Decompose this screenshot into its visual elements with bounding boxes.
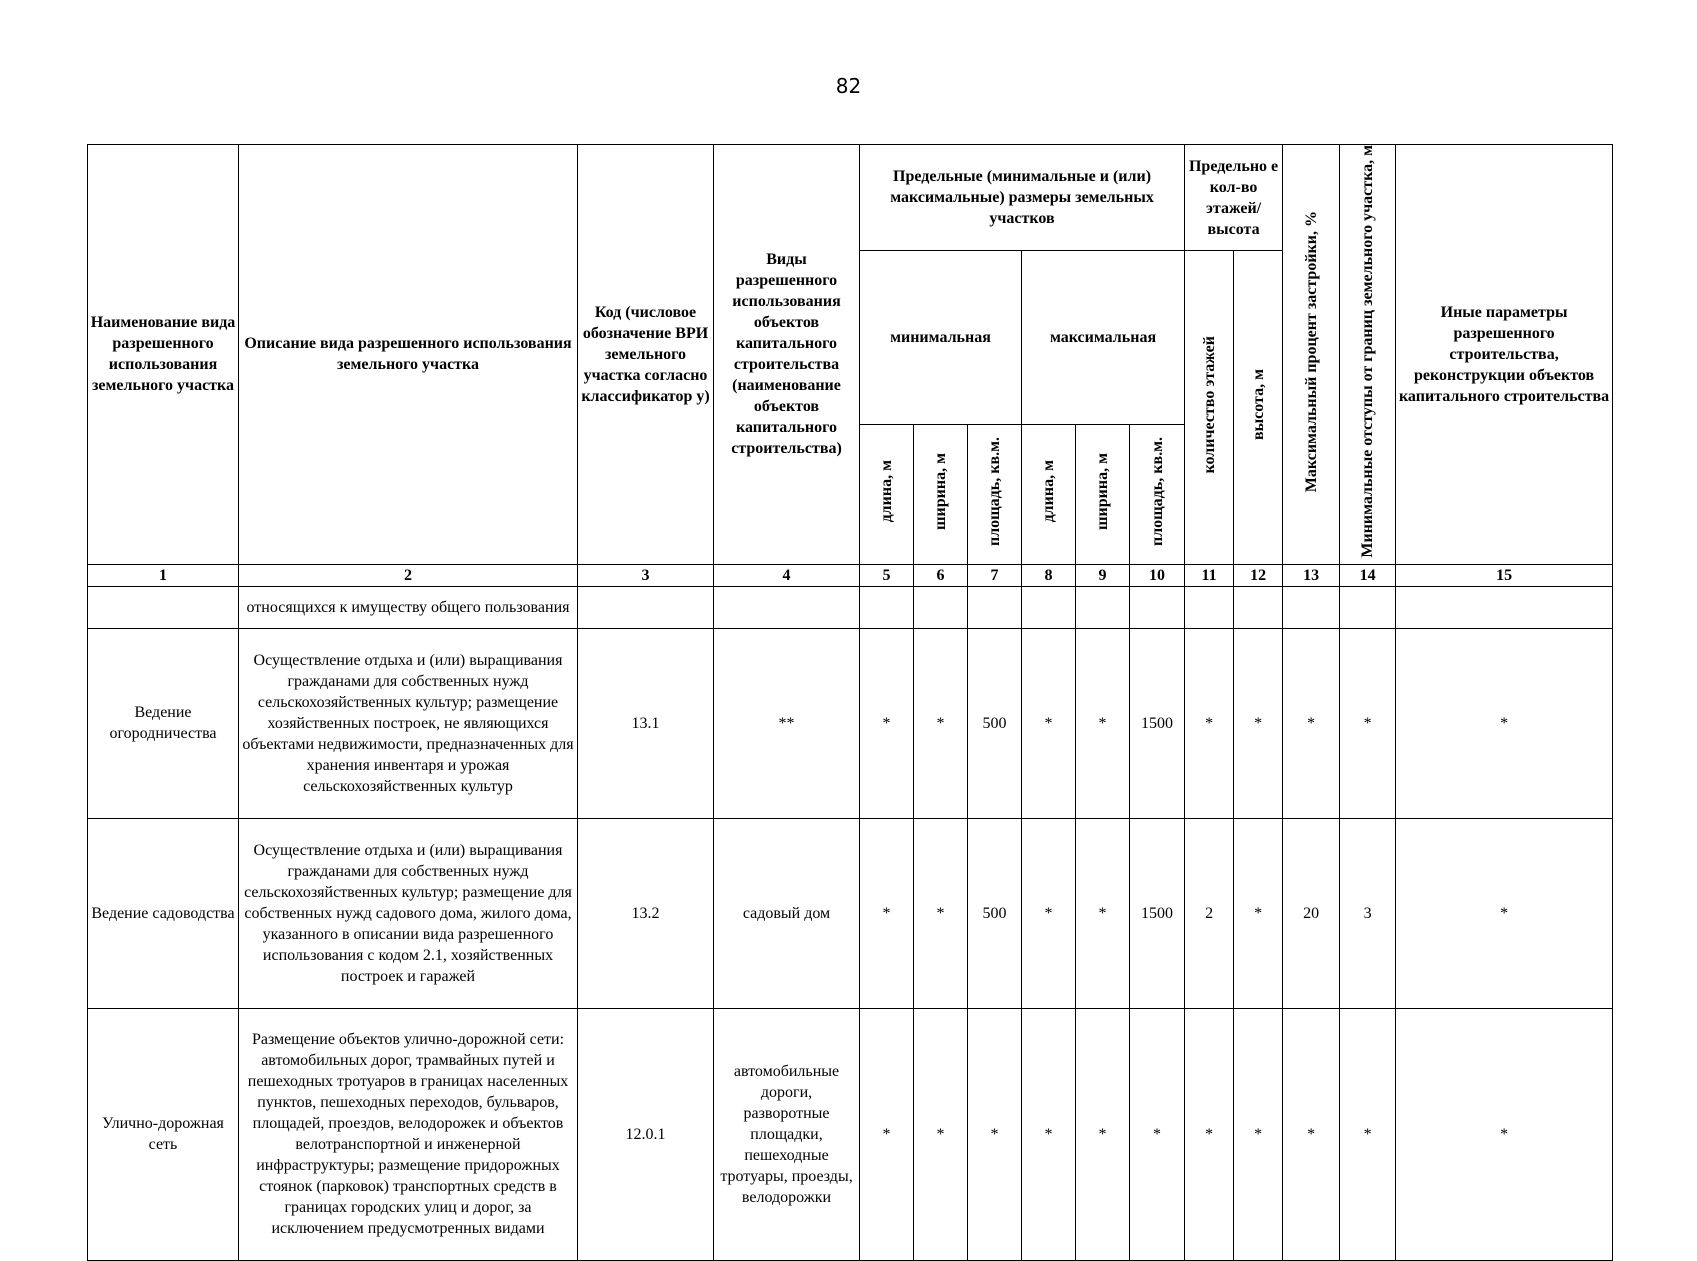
use-name bbox=[88, 586, 239, 628]
column-number: 7 bbox=[968, 564, 1022, 586]
column-number: 14 bbox=[1340, 564, 1396, 586]
header-objects: Виды разрешенного использования объектов капитального строительства (наименование объектов капитального строительства) bbox=[714, 145, 860, 565]
header-description: Описание вида разрешенного использования земельного участка bbox=[239, 145, 578, 565]
floors-count-value: 2 bbox=[1185, 818, 1234, 1008]
max-area-value: * bbox=[1130, 1008, 1185, 1260]
column-number: 2 bbox=[239, 564, 578, 586]
floors-count-value bbox=[1185, 586, 1234, 628]
use-objects: ** bbox=[714, 628, 860, 818]
use-name: Ведение огородничества bbox=[88, 628, 239, 818]
other-params-value: * bbox=[1396, 1008, 1613, 1260]
header-max-area: площадь, кв.м. bbox=[1130, 424, 1185, 564]
height-value: * bbox=[1234, 818, 1283, 1008]
max-area-value: 1500 bbox=[1130, 818, 1185, 1008]
other-params-value: * bbox=[1396, 818, 1613, 1008]
other-params-value bbox=[1396, 586, 1613, 628]
table-row bbox=[88, 1008, 1613, 1260]
header-code: Код (числовое обозначение ВРИ земельного участка согласно классификатор у) bbox=[578, 145, 714, 565]
min-area-value bbox=[968, 586, 1022, 628]
header-height: высота, м bbox=[1234, 251, 1283, 565]
use-name: Улично-дорожная сеть bbox=[88, 1008, 239, 1260]
min-setback-value: * bbox=[1340, 1008, 1396, 1260]
table-row bbox=[88, 586, 1613, 628]
use-description: Осуществление отдыха и (или) выращивания гражданами для собственных нужд сельскохозяйственных культур; размещение для собственных нужд садового дома, жилого дома, указанного в описании вида разрешенного использования с кодом 2.1, хозяйственных построек и гаражей bbox=[239, 818, 578, 1008]
header-min-length: длина, м bbox=[860, 424, 914, 564]
header-max-width: ширина, м bbox=[1076, 424, 1130, 564]
header-maximal: максимальная bbox=[1022, 251, 1185, 425]
header-min-width: ширина, м bbox=[914, 424, 968, 564]
max-percent-value: * bbox=[1283, 1008, 1340, 1260]
min-area-value: 500 bbox=[968, 818, 1022, 1008]
max-width-value: * bbox=[1076, 818, 1130, 1008]
column-number: 15 bbox=[1396, 564, 1613, 586]
column-number: 5 bbox=[860, 564, 914, 586]
column-number: 4 bbox=[714, 564, 860, 586]
other-params-value: * bbox=[1396, 628, 1613, 818]
max-percent-value: 20 bbox=[1283, 818, 1340, 1008]
floors-count-value: * bbox=[1185, 1008, 1234, 1260]
page-number: 82 bbox=[835, 74, 862, 98]
max-percent-value bbox=[1283, 586, 1340, 628]
column-number: 8 bbox=[1022, 564, 1076, 586]
max-length-value bbox=[1022, 586, 1076, 628]
min-length-value: * bbox=[860, 1008, 914, 1260]
table-row bbox=[88, 818, 1613, 1008]
max-length-value: * bbox=[1022, 628, 1076, 818]
column-number-row bbox=[88, 564, 1613, 586]
min-width-value: * bbox=[914, 1008, 968, 1260]
min-setback-value: 3 bbox=[1340, 818, 1396, 1008]
max-width-value bbox=[1076, 586, 1130, 628]
max-width-value: * bbox=[1076, 628, 1130, 818]
min-width-value: * bbox=[914, 628, 968, 818]
max-area-value: 1500 bbox=[1130, 628, 1185, 818]
max-length-value: * bbox=[1022, 1008, 1076, 1260]
header-max-percent: Максимальный процент застройки, % bbox=[1283, 145, 1340, 565]
height-value: * bbox=[1234, 628, 1283, 818]
use-code: 13.1 bbox=[578, 628, 714, 818]
min-width-value: * bbox=[914, 818, 968, 1008]
use-objects: садовый дом bbox=[714, 818, 860, 1008]
use-description: относящихся к имуществу общего пользования bbox=[239, 586, 578, 628]
table-body bbox=[88, 586, 1613, 1260]
table-row bbox=[88, 628, 1613, 818]
max-width-value: * bbox=[1076, 1008, 1130, 1260]
column-number: 13 bbox=[1283, 564, 1340, 586]
column-number: 1 bbox=[88, 564, 239, 586]
use-objects bbox=[714, 586, 860, 628]
min-width-value bbox=[914, 586, 968, 628]
header-other-params: Иные параметры разрешенного строительства, реконструкции объектов капитального строительства bbox=[1396, 145, 1613, 565]
header-max-length: длина, м bbox=[1022, 424, 1076, 564]
height-value: * bbox=[1234, 1008, 1283, 1260]
use-name: Ведение садоводства bbox=[88, 818, 239, 1008]
header-floors-count: количество этажей bbox=[1185, 251, 1234, 565]
min-length-value bbox=[860, 586, 914, 628]
use-code: 12.0.1 bbox=[578, 1008, 714, 1260]
table-header bbox=[88, 145, 1613, 587]
min-length-value: * bbox=[860, 818, 914, 1008]
use-code bbox=[578, 586, 714, 628]
use-description: Осуществление отдыха и (или) выращивания гражданами для собственных нужд сельскохозяйственных культур; размещение хозяйственных построек, не являющихся объектами недвижимости, предназначенных для хранения инвентаря и урожая сельскохозяйственных культур bbox=[239, 628, 578, 818]
min-length-value: * bbox=[860, 628, 914, 818]
max-area-value bbox=[1130, 586, 1185, 628]
column-number: 6 bbox=[914, 564, 968, 586]
max-length-value: * bbox=[1022, 818, 1076, 1008]
floors-count-value: * bbox=[1185, 628, 1234, 818]
min-area-value: 500 bbox=[968, 628, 1022, 818]
column-number: 10 bbox=[1130, 564, 1185, 586]
height-value bbox=[1234, 586, 1283, 628]
column-number: 11 bbox=[1185, 564, 1234, 586]
column-number: 9 bbox=[1076, 564, 1130, 586]
regulations-table bbox=[87, 144, 1613, 1261]
header-plot-sizes: Предельные (минимальные и (или) максимальные) размеры земельных участков bbox=[860, 145, 1185, 251]
use-objects: автомобильные дороги, разворотные площадки, пешеходные тротуары, проезды, велодорожки bbox=[714, 1008, 860, 1260]
max-percent-value: * bbox=[1283, 628, 1340, 818]
column-number: 12 bbox=[1234, 564, 1283, 586]
min-setback-value bbox=[1340, 586, 1396, 628]
header-floors-group: Предельно е кол-во этажей/ высота bbox=[1185, 145, 1283, 251]
header-min-area: площадь, кв.м. bbox=[968, 424, 1022, 564]
header-minimal: минимальная bbox=[860, 251, 1022, 425]
use-code: 13.2 bbox=[578, 818, 714, 1008]
column-number: 3 bbox=[578, 564, 714, 586]
min-area-value: * bbox=[968, 1008, 1022, 1260]
header-name: Наименование вида разрешенного использования земельного участка bbox=[88, 145, 239, 565]
min-setback-value: * bbox=[1340, 628, 1396, 818]
use-description: Размещение объектов улично-дорожной сети: автомобильных дорог, трамвайных путей и пешеходных тротуаров в границах населенных пунктов, пешеходных переходов, бульваров, площадей, проездов, велодорожек и объектов велотранспортной и инженерной инфраструктуры; размещение придорожных стоянок (парковок) транспортных средств в границах городских улиц и дорог, за исключением предусмотренных видами bbox=[239, 1008, 578, 1260]
header-min-setback: Минимальные отступы от границ земельного участка, м bbox=[1340, 145, 1396, 565]
